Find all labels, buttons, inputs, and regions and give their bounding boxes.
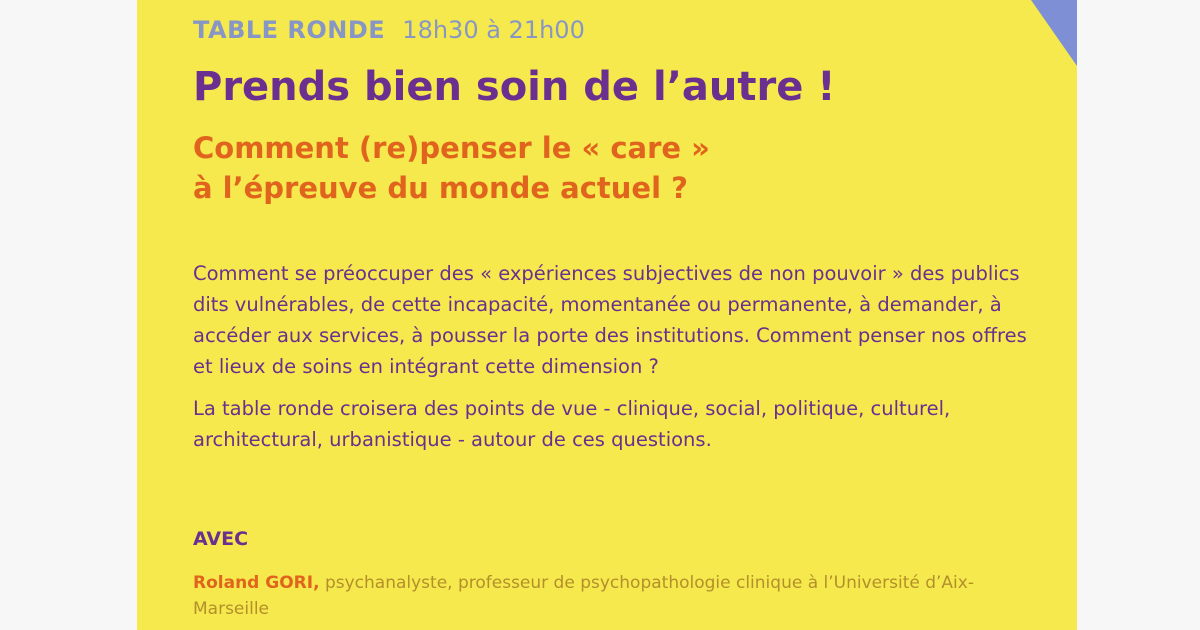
with-label: AVEC: [193, 528, 249, 550]
poster-subtitle: [193, 128, 710, 208]
speaker-description: psychanalyste, professeur de psychopathologie clinique à l’Université d’Aix-Marseille: [193, 573, 974, 619]
poster-description: [193, 258, 1043, 455]
speaker-entry: [193, 570, 1043, 622]
poster-title: Prends bien soin de l’autre !: [193, 64, 836, 110]
corner-decoration: [1031, 0, 1077, 66]
speaker-name: Roland GORI,: [193, 573, 320, 593]
event-type-label: TABLE RONDE: [193, 16, 386, 44]
event-poster: [137, 0, 1077, 630]
event-time: 18h30 à 21h00: [402, 16, 585, 44]
subtitle-line-1: Comment (re)penser le « care »: [193, 131, 710, 165]
description-paragraph-2: La table ronde croisera des points de vue - clinique, social, politique, culturel, architectural, urbanistique - autour de ces questions.: [193, 397, 951, 451]
description-paragraph-1: Comment se préoccuper des « expériences subjectives de non pouvoir » des publics dits vulnérables, de cette incapacité, momentanée ou permanente, à demander, à accéder aux services, à pousser la porte des institutions. Comment penser nos offres et lieux de soins en intégrant cette dimension ?: [193, 262, 1027, 378]
subtitle-line-2: à l’épreuve du monde actuel ?: [193, 171, 688, 205]
event-header: [193, 16, 585, 44]
